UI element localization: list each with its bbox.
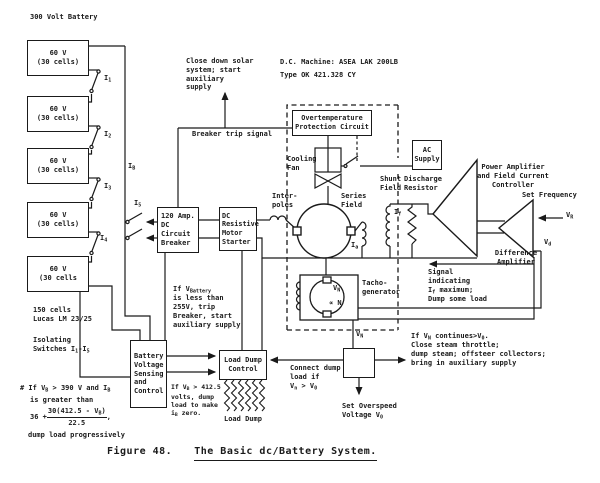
armature-current-label: $I_a$	[351, 241, 359, 251]
set-frequency-label: Set Frequency	[522, 191, 577, 199]
shunt-field-label: Shunt Field	[380, 175, 402, 192]
battery-voltage: 60 V	[49, 265, 67, 274]
main-isolator-switch	[126, 213, 142, 240]
load-dump-label: Load Dump	[224, 415, 262, 423]
difference-amplifier-label: Difference Amplifier	[494, 249, 538, 266]
figure-caption: The Basic dc/Battery System.	[194, 446, 377, 461]
discharge-resistor-label: Discharge Resistor	[404, 175, 442, 192]
vr-label: $V_R$	[566, 211, 574, 221]
close-down-solar-note: Close down solar system; start auxiliary supply	[186, 57, 254, 92]
battery-bank-title: 300 Volt Battery	[30, 13, 98, 21]
load-dump-resistors	[225, 380, 265, 411]
set-overspeed-note: Set Overspeed Voltage $V_0$	[342, 402, 397, 420]
battery-cells: (30 cells	[39, 274, 77, 282]
battery-box-5	[27, 256, 89, 292]
vn-label: $V_N$	[356, 330, 364, 340]
formula-line3: dump load progressively	[28, 431, 125, 440]
tacho-prop-label: ∝ N	[329, 299, 342, 307]
tacho-symbol	[297, 275, 359, 320]
battery-voltage: 60 V	[49, 105, 67, 114]
battery-box-4	[27, 202, 89, 238]
battery-voltage: 60 V	[49, 49, 67, 58]
ac-supply-label: AC Supply	[414, 146, 440, 163]
cells-note: 150 cells Lucas LM 23/25	[33, 306, 93, 323]
circuit-breaker-label: 120 Amp. DC Circuit Breaker	[161, 212, 195, 247]
battery-cells: (30 cells)	[36, 220, 80, 228]
cooling-fan-symbol	[315, 148, 341, 188]
figure-caption-row	[107, 446, 377, 461]
motor-starter-box	[219, 207, 257, 251]
battery-cells: (30 cells)	[36, 114, 80, 122]
interpoles-label: Inter- poles	[272, 192, 298, 209]
machine-model-line2: Type OK 421.328 CY	[280, 71, 356, 79]
formula-line1: # If $V_B > 390$ V and $I_B$	[20, 384, 111, 394]
isolating-switches-note: Isolating Switches $I_1-I_5$	[33, 336, 90, 354]
field-current-label: $I_f$	[394, 208, 402, 218]
tacho-vn-label: $V_N$	[333, 284, 341, 294]
battery-box-1	[27, 40, 89, 76]
vd-label: $V_d$	[544, 238, 552, 248]
battery-box-3	[27, 148, 89, 184]
connect-dump-note: Connect dump load if $V_n > V_0$	[290, 364, 341, 391]
load-dump-control-label: Load Dump Control	[224, 356, 262, 373]
isolator-3-label: $I_3$	[104, 182, 112, 192]
figure-label: Figure 48.	[107, 446, 173, 457]
formula-denominator: 22.5	[68, 419, 86, 428]
battery-cells: (30 cells)	[36, 58, 80, 66]
if-max-signal-note: Signal indicating $I_f$ maximum; Dump some load	[428, 268, 488, 303]
battery-box-2	[27, 96, 89, 132]
series-field-label: Series Field	[341, 192, 367, 209]
breaker-trip-signal-label: Breaker trip signal	[192, 130, 273, 138]
battery-voltage: 60 V	[49, 157, 67, 166]
battery-voltage: 60 V	[49, 211, 67, 220]
overtemperature-box	[292, 110, 372, 136]
isolator-4-label: $I_4$	[100, 234, 108, 244]
battery-sensing-box	[130, 340, 167, 408]
bus-current-label: $I_B$	[128, 162, 136, 172]
formula-numerator: $30(412.5 - V_B)$	[47, 407, 107, 418]
discharge-resistor-symbol	[408, 204, 416, 244]
cooling-fan-label: Cooling Fan	[287, 155, 317, 172]
formula-line2: is greater than	[30, 396, 94, 405]
formula-fraction	[30, 407, 125, 428]
if-vb-412-note: If $V_B > 412.5$ volts, dump load to make $i_B$ zero.	[171, 383, 221, 419]
fan-switch	[344, 156, 358, 168]
battery-cells: (30 cells)	[36, 166, 80, 174]
battery-sensing-label: Battery Voltage Sensing and Control	[134, 351, 164, 396]
overspeed-comparator-box	[343, 348, 375, 378]
vn-continues-note: If $V_N$ $continues>V_0$. Close steam throttle; dump steam; offsteer collectors; bring in auxiliary supply	[411, 332, 546, 367]
circuit-breaker-box	[157, 207, 199, 253]
machine-model-line1: D.C. Machine: ASEA LAK 200LB	[280, 58, 399, 66]
load-dump-control-box	[219, 350, 267, 380]
motor-starter-label: DC Resistive Motor Starter	[222, 211, 259, 246]
motor-symbol	[293, 204, 355, 258]
interpole-coil	[270, 216, 296, 229]
tachogenerator-label: Tacho- generator	[362, 279, 400, 296]
ac-supply-box	[412, 140, 442, 170]
formula-prefix: 36 +	[30, 413, 47, 422]
shunt-field-coil	[386, 204, 390, 246]
overtemperature-label: Overtemperature Protection Circuit	[295, 114, 369, 131]
formula-suffix: ,	[106, 413, 111, 422]
if-v-battery-note: If $V_{Battery}$ is less than 255V, trip Breaker, start auxiliary supply	[173, 285, 241, 329]
isolator-1-label: $I_1$	[104, 74, 112, 84]
isolator-5-label: $I_5$	[134, 199, 142, 209]
power-amplifier-label: Power Amplifier and Field Current Controller	[477, 163, 549, 189]
dump-formula	[20, 384, 125, 440]
isolator-2-label: $I_2$	[104, 130, 112, 140]
